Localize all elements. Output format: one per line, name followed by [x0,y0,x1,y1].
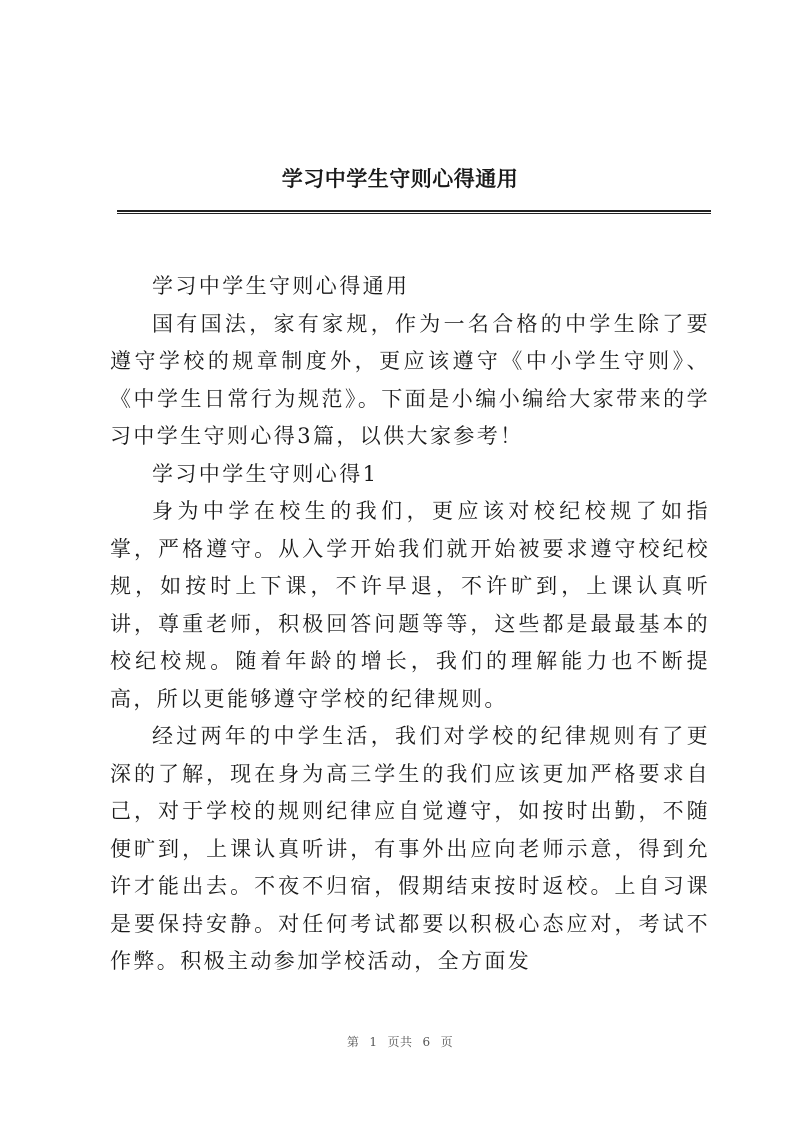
page-footer [0,1033,800,1050]
paragraph-body-2: 经过两年的中学生活，我们对学校的纪律规则有了更深的了解，现在身为高三学生的我们应该更加严格要求自己，对于学校的规则纪律应自觉遵守，如按时出勤，不随便旷到，上课认真听讲，有事外出应向老师示意，得到允许才能出去。不夜不归宿，假期结束按时返校。上自习课是要保持安静。对任何考试都要以积极心态应对，考试不作弊。积极主动参加学校活动，全方面发 [110,724,710,973]
paragraph-body-1: 身为中学在校生的我们，更应该对校纪校规了如指掌，严格遵守。从入学开始我们就开始被要求遵守校纪校规，如按时上下课，不许早退，不许旷到，上课认真听讲，尊重老师，积极回答问题等等，这些都是最最基本的校纪校规。随着年龄的增长，我们的理解能力也不断提高，所以更能够遵守学校的纪律规则。 [110,499,710,711]
document-body [110,268,710,981]
paragraph-intro: 国有国法，家有家规，作为一名合格的中学生除了要遵守学校的规章制度外，更应该遵守《中小学生守则》、《中学生日常行为规范》。下面是小编小编给大家带来的学习中学生守则心得3篇，以供大家参考！ [110,311,710,448]
footer-suffix: 页 [440,1035,454,1049]
document-title: 学习中学生守则心得通用 [281,167,519,191]
footer-prefix: 第 [346,1035,360,1049]
paragraph-section-heading: 学习中学生守则心得1 [152,461,379,486]
footer-total-pages: 6 [422,1035,431,1049]
footer-page-number: 1 [369,1035,378,1049]
paragraph-heading: 学习中学生守则心得通用 [152,274,410,298]
title-divider [117,210,711,214]
footer-middle: 页共 [387,1035,413,1049]
